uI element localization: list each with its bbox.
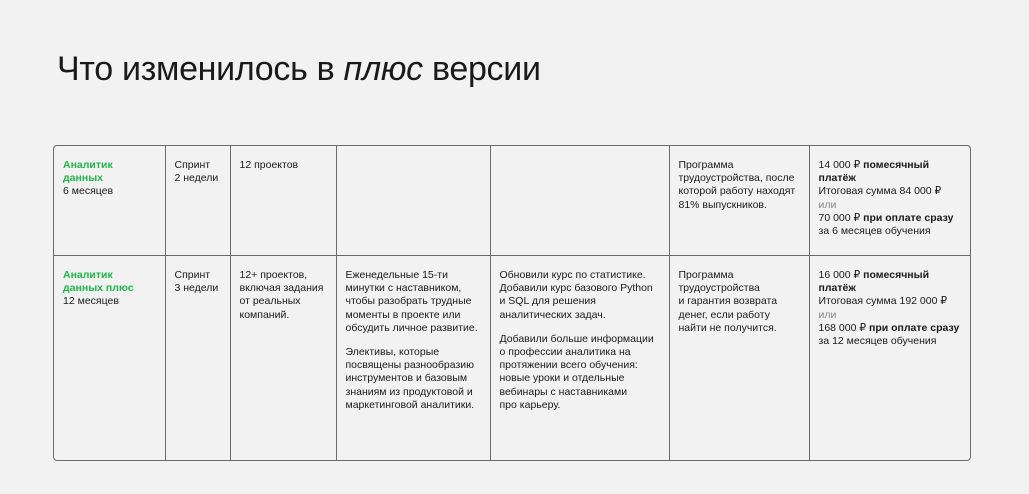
- sprint-line: Спринт: [174, 269, 211, 281]
- monthly-amount: 16 000 ₽: [818, 269, 861, 281]
- employment-cell: [669, 146, 809, 256]
- upfront-price: [819, 322, 964, 335]
- title-italic: плюс: [343, 50, 423, 88]
- monthly-label: помесячный платёж: [818, 159, 930, 185]
- monthly-label: помесячный платёж: [818, 269, 930, 295]
- mentors-line: минутки с наставником,: [345, 282, 462, 295]
- program-name: Аналитик данных плюс: [63, 269, 134, 295]
- mentors-line: знаниям из продуктовой и: [345, 385, 473, 398]
- price-cell: [809, 146, 971, 256]
- projects-line: от реальных: [239, 295, 301, 308]
- sprint-cell: [165, 146, 230, 256]
- program-duration: 6 месяцев: [63, 185, 114, 198]
- course-updates-cell: [490, 256, 669, 461]
- sprint-line: 2 недели: [174, 172, 219, 185]
- upfront-price: [819, 212, 964, 225]
- total-price: Итоговая сумма 192 000 ₽: [818, 295, 948, 308]
- upfront-amount: 168 000 ₽: [818, 321, 867, 334]
- mentors-line: посвящены разнообразию: [345, 359, 475, 372]
- program-duration: 12 месяцев: [63, 295, 119, 308]
- program-name: Аналитик данных: [63, 159, 113, 185]
- monthly-price: [819, 269, 964, 295]
- program-cell: [54, 146, 165, 256]
- course-updates-line: о профессии аналитика на: [499, 346, 631, 359]
- price-cell: [809, 256, 971, 461]
- projects-cell: [230, 146, 336, 256]
- total-price: Итоговая сумма 84 000 ₽: [818, 185, 942, 198]
- upfront-note: за 12 месяцев обучения: [818, 335, 937, 348]
- mentors-line: Элективы, которые: [345, 346, 440, 359]
- projects-line: включая задания: [239, 282, 324, 295]
- mentors-line: Еженедельные 15-ти: [345, 269, 448, 281]
- title-after: версии: [422, 50, 541, 88]
- employment-line: и гарантия возврата: [678, 295, 778, 308]
- title-before: Что изменилось в: [57, 50, 344, 88]
- sprint-line: 3 недели: [174, 282, 219, 295]
- employment-line: трудоустройства: [678, 282, 760, 295]
- employment-line: 81% выпускников.: [678, 198, 767, 211]
- upfront-label: при оплате сразу: [868, 321, 960, 334]
- or-separator: или: [818, 198, 837, 211]
- mentors-cell: [336, 256, 490, 461]
- course-updates-line: новые уроки и отдельные: [499, 372, 625, 385]
- employment-line: которой работу находят: [678, 185, 796, 198]
- mentors-line: моменты в проекте или: [345, 308, 461, 321]
- course-updates-line: протяжении всего обучения:: [499, 359, 638, 372]
- employment-line: Программа: [678, 269, 734, 281]
- course-updates-line: Обновили курс по статистике.: [499, 269, 646, 281]
- mentors-line: маркетинговой аналитики.: [345, 398, 475, 411]
- employment-line: трудоустройства, после: [678, 172, 795, 185]
- mentors-line: чтобы разобрать трудные: [345, 295, 472, 308]
- course-updates-line: аналитических задач.: [499, 308, 606, 321]
- course-updates-line: Добавили курс базового Python: [499, 282, 653, 295]
- or-separator: или: [818, 308, 837, 321]
- projects-line: 12 проектов: [239, 159, 299, 171]
- mentors-cell: [336, 146, 490, 256]
- employment-cell: [669, 256, 809, 461]
- course-updates-cell: [490, 146, 669, 256]
- upfront-note: за 6 месяцев обучения: [818, 225, 931, 238]
- employment-line: денег, если работу: [678, 308, 770, 321]
- course-updates-line: и SQL для решения: [499, 295, 596, 308]
- projects-line: 12+ проектов,: [239, 269, 308, 281]
- monthly-amount: 14 000 ₽: [818, 159, 861, 171]
- upfront-amount: 70 000 ₽: [818, 211, 861, 224]
- course-updates-line: про карьеру.: [499, 398, 561, 411]
- monthly-price: [819, 159, 964, 185]
- table-row: [54, 146, 971, 256]
- projects-cell: [230, 256, 336, 461]
- mentors-line: обсудить личное развитие.: [345, 321, 478, 334]
- projects-line: компаний.: [239, 308, 290, 321]
- comparison-table: [53, 145, 971, 461]
- employment-line: найти не получится.: [678, 321, 777, 334]
- course-updates-line: Добавили больше информации: [499, 332, 654, 345]
- table-row: [54, 256, 971, 461]
- program-cell: [54, 256, 165, 461]
- page-title: [57, 50, 541, 89]
- course-updates-line: вебинары с наставниками: [499, 385, 628, 398]
- sprint-cell: [165, 256, 230, 461]
- employment-line: Программа: [678, 159, 734, 171]
- mentors-line: инструментов и базовым: [345, 372, 468, 385]
- upfront-label: при оплате сразу: [863, 211, 954, 224]
- sprint-line: Спринт: [174, 159, 211, 171]
